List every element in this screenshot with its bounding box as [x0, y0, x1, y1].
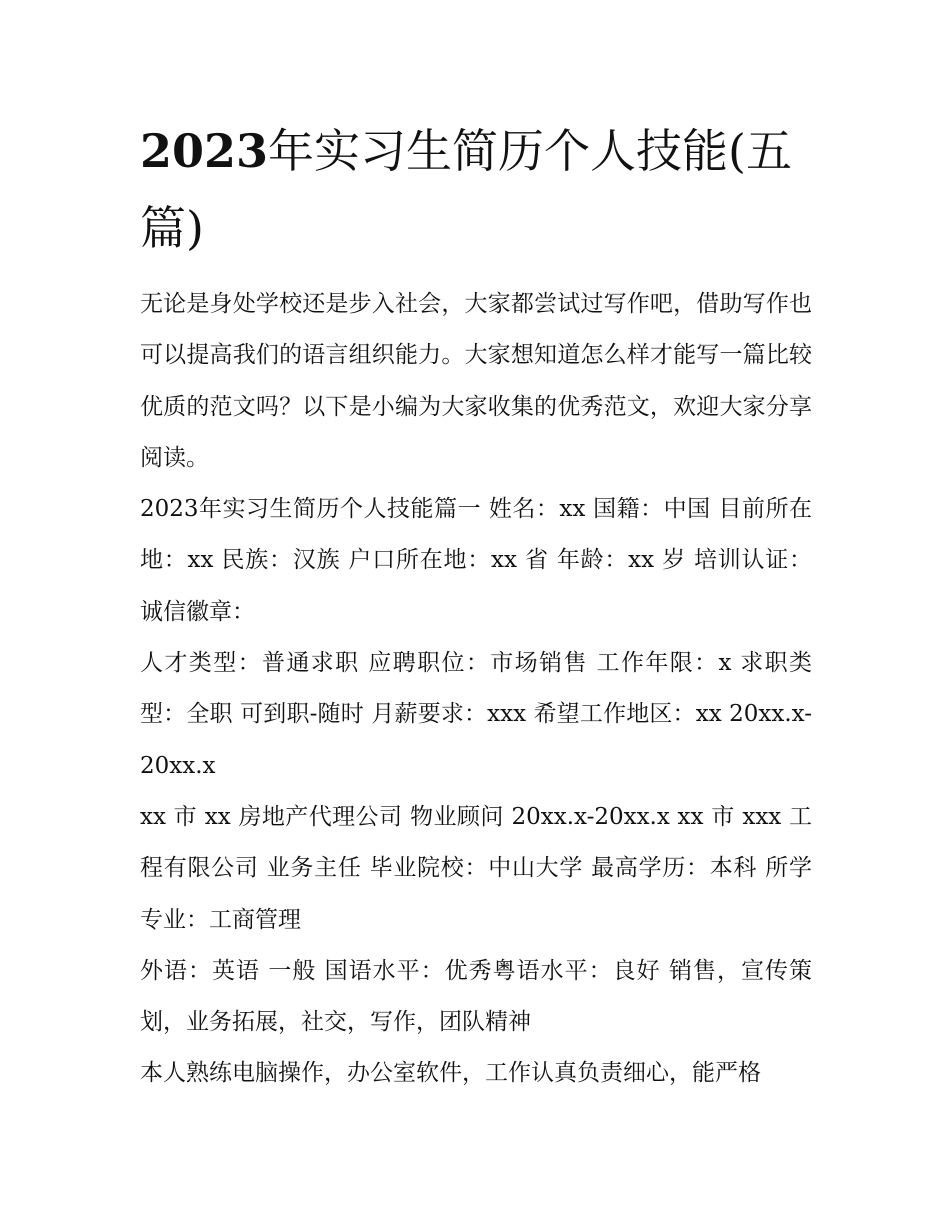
skills-paragraph: 外语：英语 一般 国语水平：优秀粤语水平：良好 销售，宣传策划，业务拓展，社交，写作，团队精神 — [140, 957, 812, 1036]
job-intent-paragraph: 人才类型：普通求职 应聘职位：市场销售 工作年限：x 求职类型：全职 可到职-随时 月薪要求：xxx 希望工作地区：xx 20xx.x-20xx.x — [140, 650, 812, 779]
intro-paragraph: 无论是身处学校还是步入社会，大家都尝试过写作吧，借助写作也可以提高我们的语言组织能力。大家想知道怎么样才能写一篇比较优质的范文吗？以下是小编为大家收集的优秀范文，欢迎大家分享阅读。 — [140, 291, 812, 471]
title-text: 年实习生简历个人技能(五篇) — [140, 124, 792, 255]
personal-info-paragraph: 2023年实习生简历个人技能篇一 姓名：xx 国籍：中国 目前所在地：xx 民族：汉族 户口所在地：xx 省 年龄：xx 岁 培训认证：诚信徽章： — [140, 496, 812, 625]
self-evaluation-paragraph: 本人熟练电脑操作，办公室软件，工作认真负责细心，能严格 — [140, 1060, 761, 1087]
work-experience-paragraph: xx 市 xx 房地产代理公司 物业顾问 20xx.x-20xx.x xx 市 xxx 工程有限公司 业务主任 毕业院校：中山大学 最高学历：本科 所学专业：工商管理 — [140, 803, 812, 933]
document-title — [140, 113, 820, 267]
document-body — [140, 279, 812, 1100]
title-year: 2023 — [140, 124, 269, 178]
